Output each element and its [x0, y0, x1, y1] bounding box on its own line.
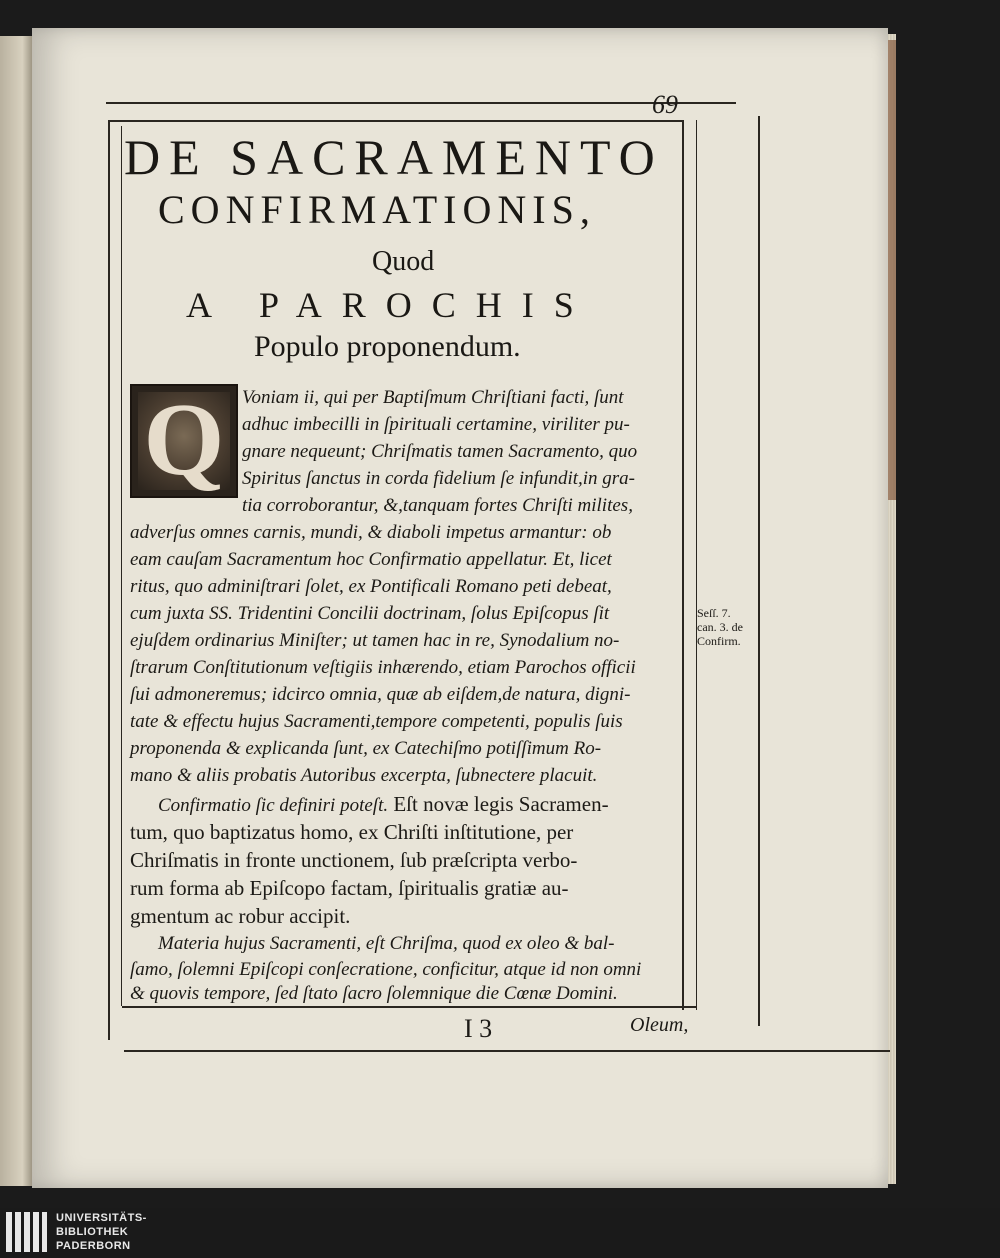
definition-line: Chriſmatis in fronte unctionem, ſub præſcripta verbo- — [130, 848, 578, 872]
frame-top-inner — [108, 120, 684, 122]
body-line: adhuc imbecilli in ſpirituali certamine, viriliter pu- — [242, 414, 630, 435]
body-line: ejuſdem ordinarius Miniſter; ut tamen hac in re, Synodalium no- — [130, 630, 620, 651]
library-name — [56, 1211, 147, 1253]
frame-left-inner — [121, 126, 122, 1006]
frame-right-outer — [696, 120, 697, 1010]
frame-left-outer — [108, 120, 110, 1040]
page-number: 69 — [652, 90, 678, 119]
bottom-rule — [124, 1050, 890, 1052]
body-line: ſtrarum Conſtitutionum veſtigiis inhærendo, etiam Parochos officii — [130, 657, 636, 678]
body-line: Voniam ii, qui per Baptiſmum Chriſtiani facti, ſunt — [242, 387, 624, 408]
materia-line: Materia hujus Sacramenti, eſt Chriſma, quod ex oleo & bal- — [158, 933, 615, 954]
definition-text: Eſt novæ legis Sacramen- — [388, 792, 609, 816]
title-line-3: Quod — [372, 246, 435, 277]
frame-right-inner — [682, 120, 684, 1010]
title-line-1: DE SACRAMENTO — [124, 129, 664, 185]
library-name-line: UNIVERSITÄTS- — [56, 1212, 147, 1224]
top-rule — [106, 102, 736, 104]
body-line: gnare nequeunt; Chriſmatis tamen Sacramento, quo — [242, 441, 638, 462]
library-name-line: PADERBORN — [56, 1240, 131, 1252]
title-line-4: A PAROCHIS — [186, 285, 594, 325]
definition-line: rum forma ab Epiſcopo factam, ſpiritualis gratiæ au- — [130, 876, 569, 900]
title-line-2: CONFIRMATIONIS, — [158, 187, 596, 232]
library-logo-icon — [6, 1212, 50, 1252]
body-line: adverſus omnes carnis, mundi, & diaboli impetus armantur: ob — [130, 522, 612, 543]
materia-line: & quovis tempore, ſed ſtato ſacro ſolemnique die Cœnæ Domini. — [130, 983, 618, 1004]
left-page-edge — [0, 36, 32, 1186]
signature-mark: I 3 — [464, 1014, 493, 1043]
definition-line — [158, 792, 609, 818]
definition-lead: Confirmatio ſic definiri poteſt. — [158, 795, 389, 816]
margin-note-line: can. 3. de — [697, 620, 743, 634]
initial-letter: Q — [143, 382, 225, 497]
frame-bottom-inner — [122, 1006, 696, 1008]
body-line: tia corroborantur, &,tanquam fortes Chriſti milites, — [242, 495, 633, 516]
title-line-5: Populo proponendum. — [254, 330, 521, 363]
definition-line: gmentum ac robur accipit. — [130, 904, 351, 928]
margin-column-right — [758, 116, 760, 1026]
decorated-initial — [130, 384, 238, 498]
body-line: mano & aliis probatis Autoribus excerpta, ſubnectere placuit. — [130, 765, 598, 786]
materia-line: ſamo, ſolemni Epiſcopi conſecratione, conficitur, atque id non omni — [130, 959, 642, 980]
catchword: Oleum, — [630, 1014, 689, 1036]
body-line: proponenda & explicanda ſunt, ex Catechiſmo potiſſimum Ro- — [130, 738, 602, 759]
margin-note-line: Confirm. — [697, 634, 741, 648]
body-line: cum juxta SS. Tridentini Concilii doctrinam, ſolus Epiſcopus ſit — [130, 603, 610, 624]
library-footer — [0, 1208, 1000, 1258]
body-line: eam cauſam Sacramentum hoc Confirmatio appellatur. Et, licet — [130, 549, 612, 570]
body-line: ritus, quo adminiſtrari ſolet, ex Pontificali Romano peti debeat, — [130, 576, 612, 597]
body-line: ſui admoneremus; idcirco omnia, quæ ab eiſdem,de natura, digni- — [130, 684, 631, 705]
library-name-line: BIBLIOTHEK — [56, 1226, 129, 1238]
definition-line: tum, quo baptizatus homo, ex Chriſti inſtitutione, per — [130, 820, 574, 844]
body-line: tate & effectu hujus Sacramenti,tempore competenti, populis ſuis — [130, 711, 623, 732]
body-line: Spiritus ſanctus in corda fidelium ſe infundit,in gra- — [242, 468, 636, 489]
margin-note-line: Seſſ. 7. — [697, 606, 731, 620]
